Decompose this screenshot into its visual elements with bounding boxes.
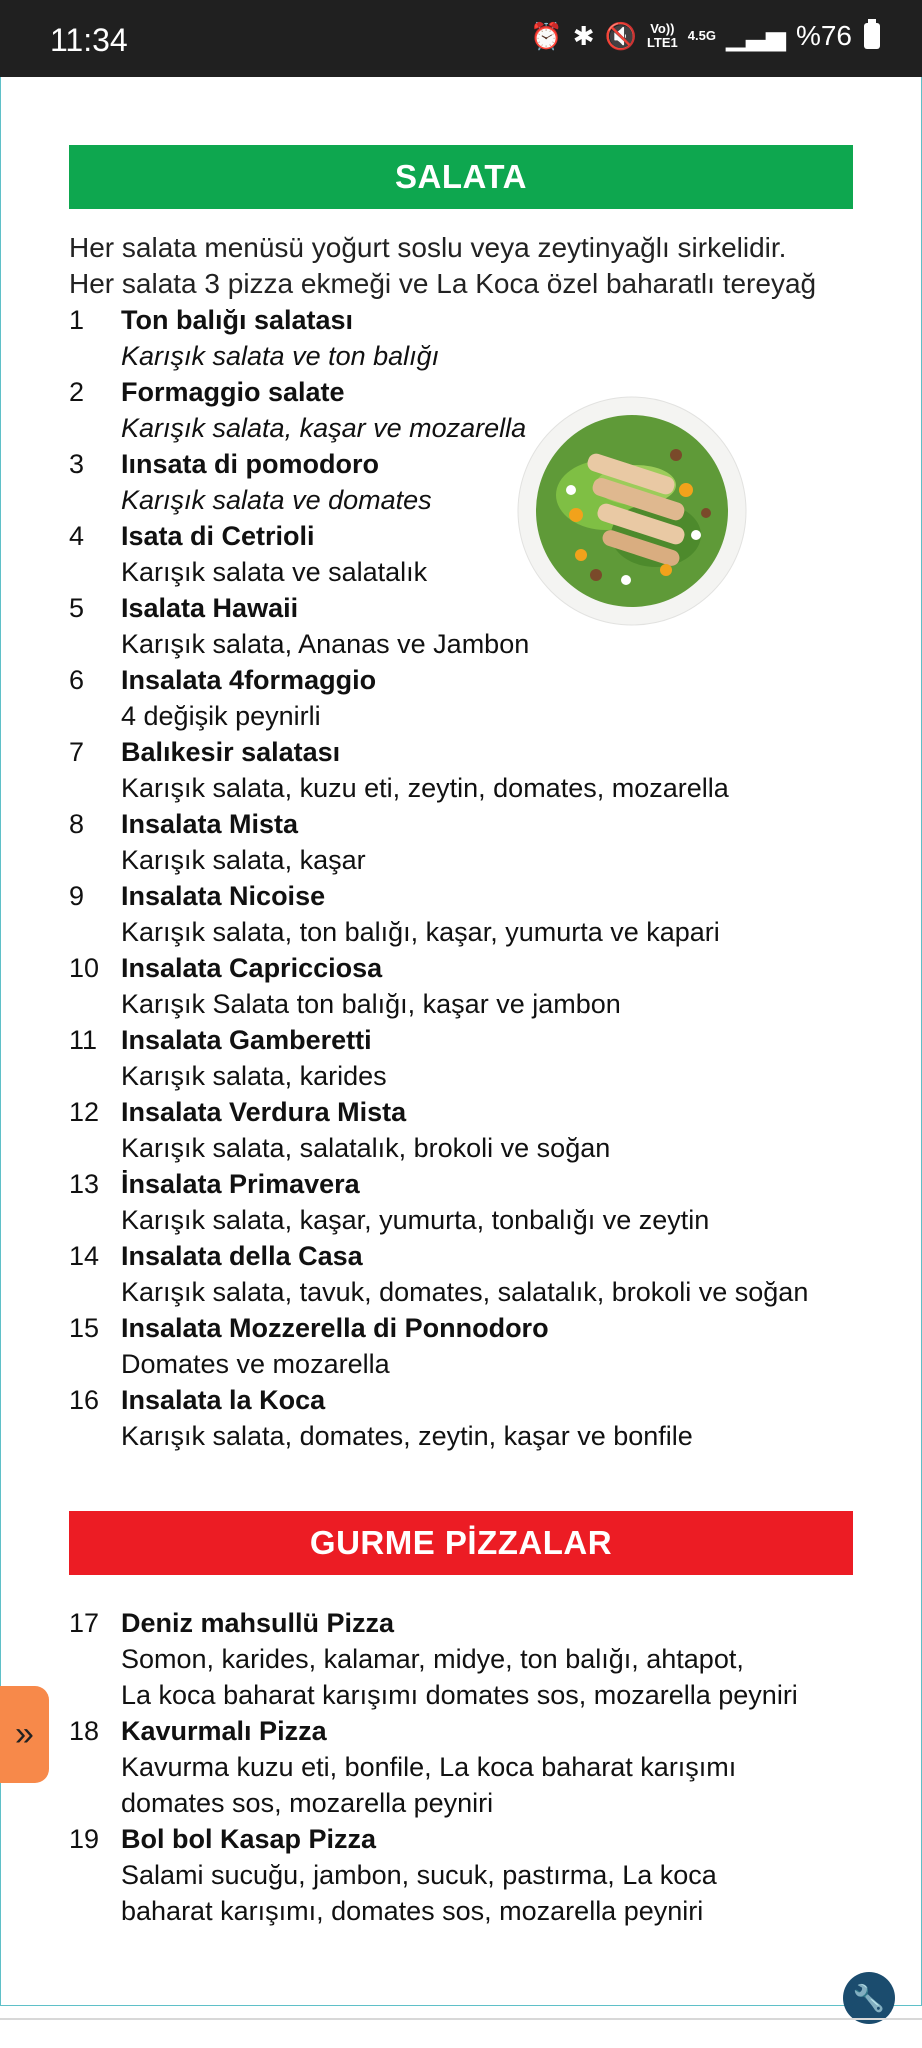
menu-item	[69, 1821, 798, 1929]
item-name: Formaggio salate	[121, 377, 345, 407]
alarm-icon: ⏰	[530, 20, 563, 51]
item-number: 3	[69, 449, 85, 479]
item-number: 15	[69, 1313, 100, 1343]
item-number: 4	[69, 521, 85, 551]
menu-item	[69, 1238, 808, 1310]
item-description: Karışık salata, Ananas ve Jambon	[121, 629, 530, 659]
menu-item	[69, 1094, 808, 1166]
item-description: Karışık salata, kuzu eti, zeytin, domates, mozarella	[121, 773, 729, 803]
salata-section-header: SALATA	[69, 145, 853, 209]
item-description: baharat karışımı, domates sos, mozarella peyniri	[121, 1896, 704, 1926]
volte-indicator: Vo)) LTE1	[646, 21, 678, 50]
item-name: Insalata Verdura Mista	[121, 1097, 407, 1127]
item-number: 6	[69, 665, 85, 695]
item-name: Isalata Hawaii	[121, 593, 299, 623]
item-description: Somon, karides, kalamar, midye, ton balığı, ahtapot,	[121, 1644, 744, 1674]
floating-tool-button[interactable]	[843, 1972, 895, 2024]
item-name: Balıkesir salatası	[121, 737, 341, 767]
item-description: Karışık salata, ton balığı, kaşar, yumurta ve kapari	[121, 917, 720, 947]
intro-line: Her salata 3 pizza ekmeği ve La Koca özel baharatlı tereyağ	[69, 268, 817, 299]
salata-intro	[69, 230, 816, 302]
signal-icon: ▁▃▅	[725, 20, 786, 51]
item-name: Insalata Gamberetti	[121, 1025, 372, 1055]
item-description: Karışık salata, kaşar	[121, 845, 366, 875]
status-bar	[0, 0, 922, 77]
item-description: Karışık Salata ton balığı, kaşar ve jambon	[121, 989, 621, 1019]
item-number: 7	[69, 737, 85, 767]
status-time: 11:34	[50, 22, 128, 58]
menu-item	[69, 950, 808, 1022]
item-description: domates sos, mozarella peyniri	[121, 1788, 494, 1818]
item-name: Ton balığı salatası	[121, 305, 354, 335]
item-description: 4 değişik peynirli	[121, 701, 321, 731]
item-name: Insalata Nicoise	[121, 881, 326, 911]
menu-item	[69, 734, 808, 806]
item-name: Insalata Mista	[121, 809, 299, 839]
network-gen-indicator: 4.5G	[687, 28, 716, 43]
item-number: 5	[69, 593, 85, 623]
battery-percent: %76	[795, 20, 852, 51]
menu-item	[69, 1022, 808, 1094]
menu-item	[69, 1605, 798, 1713]
item-number: 10	[69, 953, 100, 983]
salad-plate-image	[516, 395, 748, 627]
gurme-pizza-section-header: GURME PİZZALAR	[69, 1511, 853, 1575]
item-description: Karışık salata, tavuk, domates, salatalık, brokoli ve soğan	[121, 1277, 809, 1307]
intro-line: Her salata menüsü yoğurt soslu veya zeytinyağlı sirkelidir.	[69, 232, 787, 263]
item-name: Deniz mahsullü Pizza	[121, 1608, 395, 1638]
item-description: Karışık salata, domates, zeytin, kaşar ve bonfile	[121, 1421, 693, 1451]
item-number: 8	[69, 809, 85, 839]
item-name: Iınsata di pomodoro	[121, 449, 380, 479]
item-number: 9	[69, 881, 85, 911]
item-description: Karışık salata, kaşar, yumurta, tonbalığı ve zeytin	[121, 1205, 710, 1235]
status-icons	[530, 20, 880, 52]
item-name: Insalata della Casa	[121, 1241, 363, 1271]
menu-item	[69, 662, 808, 734]
menu-item	[69, 1310, 808, 1382]
item-number: 17	[69, 1608, 100, 1638]
item-number: 19	[69, 1824, 100, 1854]
wrench-icon: 🔧	[852, 1982, 886, 2013]
item-number: 16	[69, 1385, 100, 1415]
item-description: Karışık salata, karides	[121, 1061, 387, 1091]
item-name: Insalata Capricciosa	[121, 953, 383, 983]
item-description: Karışık salata ve ton balığı	[121, 341, 440, 371]
item-name: İnsalata Primavera	[121, 1169, 360, 1199]
mute-icon: 🔇	[604, 20, 637, 51]
item-number: 18	[69, 1716, 100, 1746]
item-number: 2	[69, 377, 85, 407]
item-name: Bol bol Kasap Pizza	[121, 1824, 377, 1854]
item-name: Kavurmalı Pizza	[121, 1716, 327, 1746]
item-name: Insalata Mozzerella di Ponnodoro	[121, 1313, 549, 1343]
menu-item	[69, 1166, 808, 1238]
item-number: 11	[69, 1025, 98, 1055]
item-name: Insalata la Koca	[121, 1385, 326, 1415]
pizza-list	[69, 1605, 798, 1929]
menu-item	[69, 806, 808, 878]
item-description: Domates ve mozarella	[121, 1349, 390, 1379]
item-name: Isata di Cetrioli	[121, 521, 315, 551]
item-description: Karışık salata ve domates	[121, 485, 432, 515]
item-description: Karışık salata ve salatalık	[121, 557, 428, 587]
battery-icon	[864, 23, 880, 49]
bluetooth-icon: ✱	[572, 20, 595, 51]
item-number: 12	[69, 1097, 100, 1127]
menu-item	[69, 1382, 808, 1454]
side-panel-toggle[interactable]: »	[0, 1686, 49, 1783]
item-description: Karışık salata, kaşar ve mozarella	[121, 413, 527, 443]
menu-item	[69, 1713, 798, 1821]
item-number: 1	[69, 305, 85, 335]
item-number: 14	[69, 1241, 100, 1271]
menu-item	[69, 302, 808, 374]
item-description: Karışık salata, salatalık, brokoli ve soğan	[121, 1133, 611, 1163]
bottom-divider	[0, 2018, 922, 2020]
menu-item	[69, 878, 808, 950]
menu-page	[0, 77, 922, 2006]
item-description: Salami sucuğu, jambon, sucuk, pastırma, La koca	[121, 1860, 717, 1890]
item-description: Kavurma kuzu eti, bonfile, La koca baharat karışımı	[121, 1752, 737, 1782]
item-number: 13	[69, 1169, 100, 1199]
item-description: La koca baharat karışımı domates sos, mozarella peyniri	[121, 1680, 798, 1710]
item-name: Insalata 4formaggio	[121, 665, 377, 695]
